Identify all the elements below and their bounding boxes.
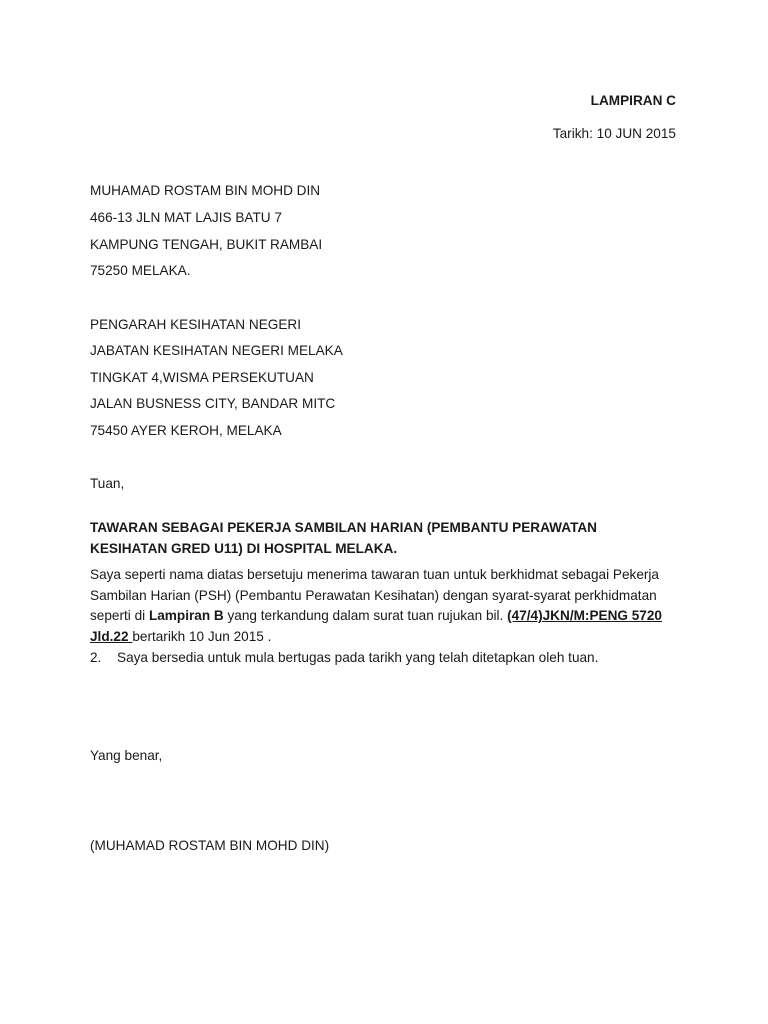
- recipient-line: JABATAN KESIHATAN NEGERI MELAKA: [90, 343, 343, 358]
- letter-reference-number: (47/4)JKN/M:PENG 5720 Jld.22: [90, 608, 662, 644]
- body-paragraph-1: [90, 565, 680, 647]
- letter-date: Tarikh: 10 JUN 2015: [552, 126, 676, 141]
- sender-line: MUHAMAD ROSTAM BIN MOHD DIN: [90, 183, 321, 198]
- sender-line: KAMPUNG TENGAH, BUKIT RAMBAI: [90, 237, 323, 252]
- body-paragraph-2: [90, 650, 598, 665]
- body-text: Saya seperti nama diatas bersetuju menerima tawaran tuan untuk berkhidmat sebagai Pekerja Sambilan Harian (PSH) (Pembantu Perawatan Kesihatan) dengan syarat-syarat perkhidmatan seperti di: [90, 567, 659, 623]
- sender-line: 75250 MELAKA.: [90, 263, 191, 278]
- lampiran-reference: Lampiran B: [148, 608, 224, 623]
- lampiran-label: LAMPIRAN C: [590, 93, 676, 108]
- paragraph-number: 2.: [90, 650, 102, 665]
- recipient-line: TINGKAT 4,WISMA PERSEKUTUAN: [90, 370, 314, 385]
- closing: Yang benar,: [90, 748, 163, 763]
- body-text: bertarikh 10 Jun 2015 .: [132, 628, 272, 644]
- subject-line: KESIHATAN GRED U11) DI HOSPITAL MELAKA.: [90, 541, 398, 556]
- recipient-line: JALAN BUSNESS CITY, BANDAR MITC: [90, 396, 336, 411]
- recipient-line: 75450 AYER KEROH, MELAKA: [90, 423, 282, 438]
- recipient-line: PENGARAH KESIHATAN NEGERI: [90, 317, 301, 332]
- salutation: Tuan,: [90, 476, 125, 491]
- subject-line: TAWARAN SEBAGAI PEKERJA SAMBILAN HARIAN (PEMBANTU PERAWATAN: [90, 520, 598, 535]
- signature-name: (MUHAMAD ROSTAM BIN MOHD DIN): [90, 838, 330, 853]
- sender-line: 466-13 JLN MAT LAJIS BATU 7: [90, 210, 282, 225]
- body-text: yang terkandung dalam surat tuan rujukan bil.: [223, 608, 508, 623]
- body-text: Saya bersedia untuk mula bertugas pada tarikh yang telah ditetapkan oleh tuan.: [117, 650, 599, 665]
